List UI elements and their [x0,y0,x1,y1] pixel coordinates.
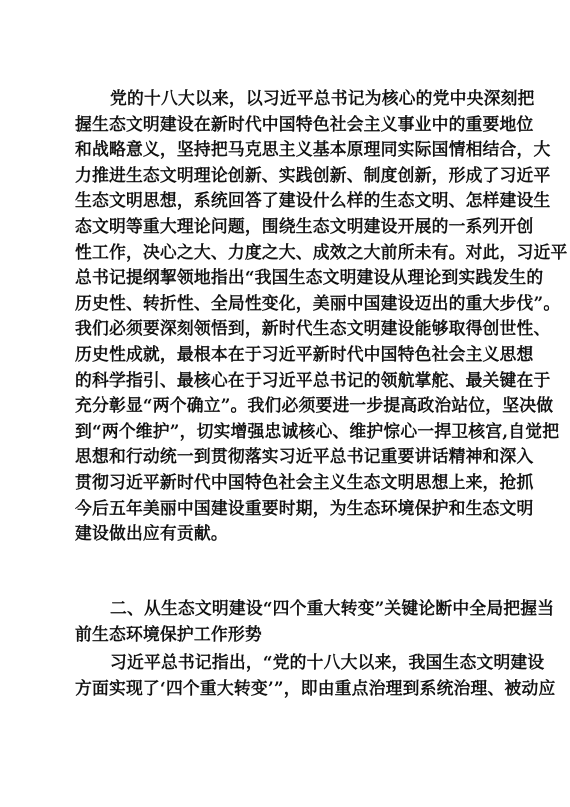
text-line: 握生态文明建设在新时代中国特色社会主义事业中的重要地位 [75,113,534,134]
text-line: 生态文明思想，系统回答了建设什么样的生态文明、怎样建设生 [75,190,551,211]
text-line: 和战略意义，坚持把马克思主义基本原理同实际国情相结合，大 [75,139,551,160]
text-line: 习近平总书记指出，“党的十八大以来，我国生态文明建设 [110,652,545,672]
text-line: 总书记提纲挈领地指出“我国生态文明建设从理论到实践发生的 [75,267,544,288]
text-line: 历史性、转折性、全局性变化，美丽中国建设迈出的重大步伐”。 [75,292,561,313]
text-line: 我们必须要深刻领悟到，新时代生态文明建设能够取得创世性、 [75,318,551,339]
paragraph-body [75,650,556,701]
text-line: 方面实现了‘四个重大转变’”，即由重点治理到系统治理、被动应 [75,677,556,698]
text-line: 历史性成就，最根本在于习近平新时代中国特色社会主义思想 [75,343,534,364]
text-line: 建设做出应有贡献。 [75,523,228,544]
text-line: 力推进生态文明理论创新、实践创新、制度创新，形成了习近平 [75,164,551,185]
text-line: 到“两个维护”，切实增强忠诚核心、维护悰心一捍卫核宫,自觉把 [75,420,560,441]
text-line: 思想和行动统一到贯彻落实习近平总书记重要讲话精神和深入 [75,446,534,467]
heading-line: 前生态环境保护工作形势 [75,623,262,644]
text-line: 充分彰显“两个确立”。我们必须要进一步提高政治站位，坚决做 [75,395,554,416]
text-line: 的科学指引、最核心在于习近平总书记的领航掌舵、最关键在于 [75,369,551,390]
text-line: 今后五年美丽中国建设重要时期，为生态环境保护和生态文明 [75,497,534,518]
heading-line: 二、从生态文明建设“四个重大转变”关键论断中全局把握当 [110,598,555,618]
paragraph-intro [75,86,568,547]
text-line: 贯彻习近平新时代中国特色社会主义生态文明思想上来，抢抓 [75,471,534,492]
section-heading [75,596,555,647]
text-line: 性工作，决心之大、力度之大、成效之大前所未有。对此，习近平 [75,241,568,262]
text-line: 党的十八大以来，以习近平总书记为核心的党中央深刻把 [110,88,535,108]
text-line: 态文明等重大理论问题，围绕生态文明建设开展的一系列开创 [75,215,534,236]
